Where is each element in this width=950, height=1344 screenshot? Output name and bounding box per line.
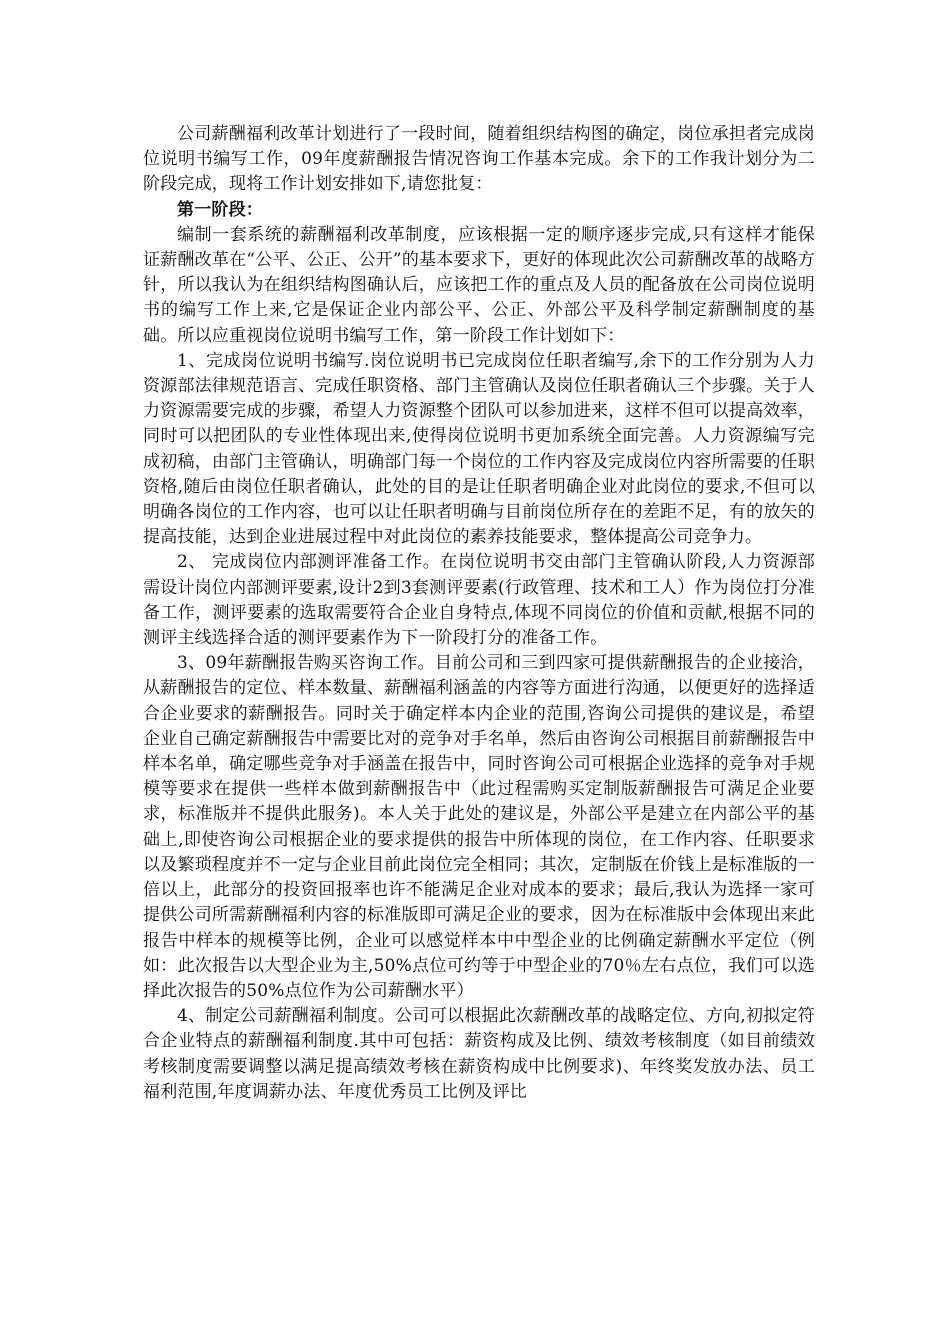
- document-body: [143, 122, 815, 1105]
- section-intro-paragraph: 编制一套系统的薪酬福利改革制度，应该根据一定的顺序逐步完成,只有这样才能保证薪酬改革在“公平、公正、公开”的基本要求下，更好的体现此次公司薪酬改革的战略方针，所以我认为在组织结构图确认后，应该把工作的重点及人员的配备放在公司岗位说明书的编写工作上来,它是保证企业内部公平、公正、外部公平及科学制定薪酬制度的基础。所以应重视岗位说明书编写工作，第一阶段工作计划如下：: [143, 224, 815, 346]
- list-item: 4、制定公司薪酬福利制度。公司可以根据此次薪酬改革的战略定位、方向,初拟定符合企业特点的薪酬福利制度.其中可包括：薪资构成及比例、绩效考核制度（如目前绩效考核制度需要调整以满足提高绩效考核在薪资构成中比例要求)、年终奖发放办法、员工福利范围,年度调薪办法、年度优秀员工比例及评比: [143, 1006, 815, 1102]
- section-heading: 第一阶段：: [177, 199, 263, 220]
- list-item: 2、 完成岗位内部测评准备工作。在岗位说明书交由部门主管确认阶段,人力资源部需设计岗位内部测评要素,设计2到3套测评要素(行政管理、技术和工人）作为岗位打分准备工作，测评要素的选取需要符合企业自身特点,体现不同岗位的价值和贡献,根据不同的测评主线选择合适的测评要素作为下一阶段打分的准备工作。: [143, 552, 815, 649]
- list-item: 1、完成岗位说明书编写.岗位说明书已完成岗位任职者编写,余下的工作分别为人力资源部法律规范语言、完成任职资格、部门主管确认及岗位任职者确认三个步骤。关于人力资源需要完成的步骤，希望人力资源整个团队可以参加进来，这样不但可以提高效率，同时可以把团队的专业性体现出来,使得岗位说明书更加系统全面完善。人力资源编写完成初稿，由部门主管确认，明确部门每一个岗位的工作内容及完成岗位内容所需要的任职资格,随后由岗位任职者确认，此处的目的是让任职者明确企业对此岗位的要求,不但可以明确各岗位的工作内容，也可以让任职者明确与目前岗位所存在的差距不足，有的放矢的提高技能，达到企业进展过程中对此岗位的素养技能要求，整体提高公司竞争力。: [143, 350, 815, 548]
- list-item: 3、09年薪酬报告购买咨询工作。目前公司和三到四家可提供薪酬报告的企业接洽，从薪酬报告的定位、样本数量、薪酬福利涵盖的内容等方面进行沟通，以便更好的选择适合企业要求的薪酬报告。同时关于确定样本内企业的范围,咨询公司提供的建议是，希望企业自己确定薪酬报告中需要比对的竞争对手名单，然后由咨询公司根据目前薪酬报告中样本名单，确定哪些竞争对手涵盖在报告中，同时咨询公司可根据企业选择的竞争对手规模等要求在提供一些样本做到薪酬报告中（此过程需购买定制版薪酬报告可满足企业要求，标准版并不提供此服务)。本人关于此处的建议是，外部公平是建立在内部公平的基础上,即使咨询公司根据企业的要求提供的报告中所体现的岗位，在工作内容、任职要求以及繁琐程度并不一定与企业目前此岗位完全相同；其次，定制版在价钱上是标准版的一倍以上，此部分的投资回报率也许不能满足企业对成本的要求；最后,我认为选择一家可提供公司所需薪酬福利内容的标准版即可满足企业的要求，因为在标准版中会体现出来此报告中样本的规模等比例，企业可以感觉样本中中型企业的比例确定薪酬水平定位（例如：此次报告以大型企业为主,50%点位可约等于中型企业的70％左右点位，我们可以选择此次报告的50%点位作为公司薪酬水平）: [143, 653, 815, 1001]
- intro-paragraph: 公司薪酬福利改革计划进行了一段时间，随着组织结构图的确定，岗位承担者完成岗位说明书编写工作，09年度薪酬报告情况咨询工作基本完成。余下的工作我计划分为二阶段完成，现将工作计划安排如下,请您批复：: [143, 124, 815, 195]
